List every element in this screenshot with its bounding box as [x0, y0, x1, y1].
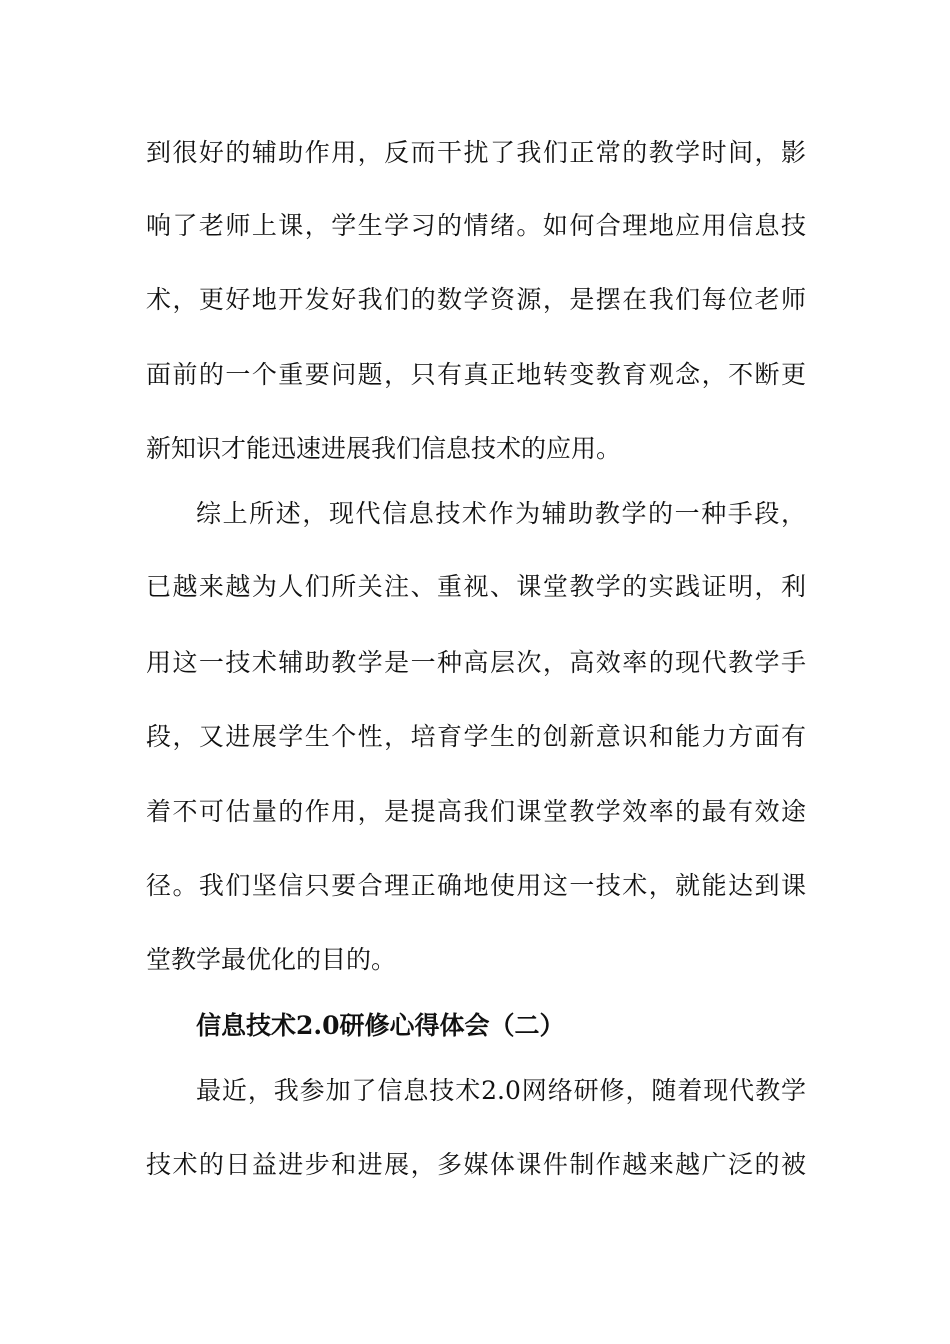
paragraph-line: 技术的日益进步和进展，多媒体课件制作越来越广泛的被 — [146, 1150, 806, 1179]
paragraph-line: 综上所述，现代信息技术作为辅助教学的一种手段， — [196, 499, 806, 528]
paragraph-line: 术，更好地开发好我们的数学资源，是摆在我们每位老师 — [146, 285, 806, 314]
paragraph-line: 用这一技术辅助教学是一种高层次，高效率的现代教学手 — [146, 648, 806, 677]
paragraph-line: 最近，我参加了信息技术2.0网络研修，随着现代教学 — [196, 1076, 806, 1105]
paragraph-line: 径。我们坚信只要合理正确地使用这一技术，就能达到课 — [146, 871, 806, 900]
paragraph-line: 新知识才能迅速进展我们信息技术的应用。 — [146, 434, 622, 463]
paragraph-line: 着不可估量的作用，是提高我们课堂教学效率的最有效途 — [146, 797, 806, 826]
paragraph-line: 面前的一个重要问题，只有真正地转变教育观念，不断更 — [146, 360, 806, 389]
paragraph-line: 堂教学最优化的目的。 — [146, 945, 397, 974]
paragraph-line: 段，又进展学生个性，培育学生的创新意识和能力方面有 — [146, 722, 806, 751]
paragraph-line: 响了老师上课，学生学习的情绪。如何合理地应用信息技 — [146, 211, 806, 240]
paragraph-line: 已越来越为人们所关注、重视、课堂教学的实践证明，利 — [146, 572, 806, 601]
paragraph-line: 到很好的辅助作用，反而干扰了我们正常的教学时间，影 — [146, 138, 806, 167]
section-heading: 信息技术2.0研修心得体会（二） — [196, 1011, 565, 1040]
